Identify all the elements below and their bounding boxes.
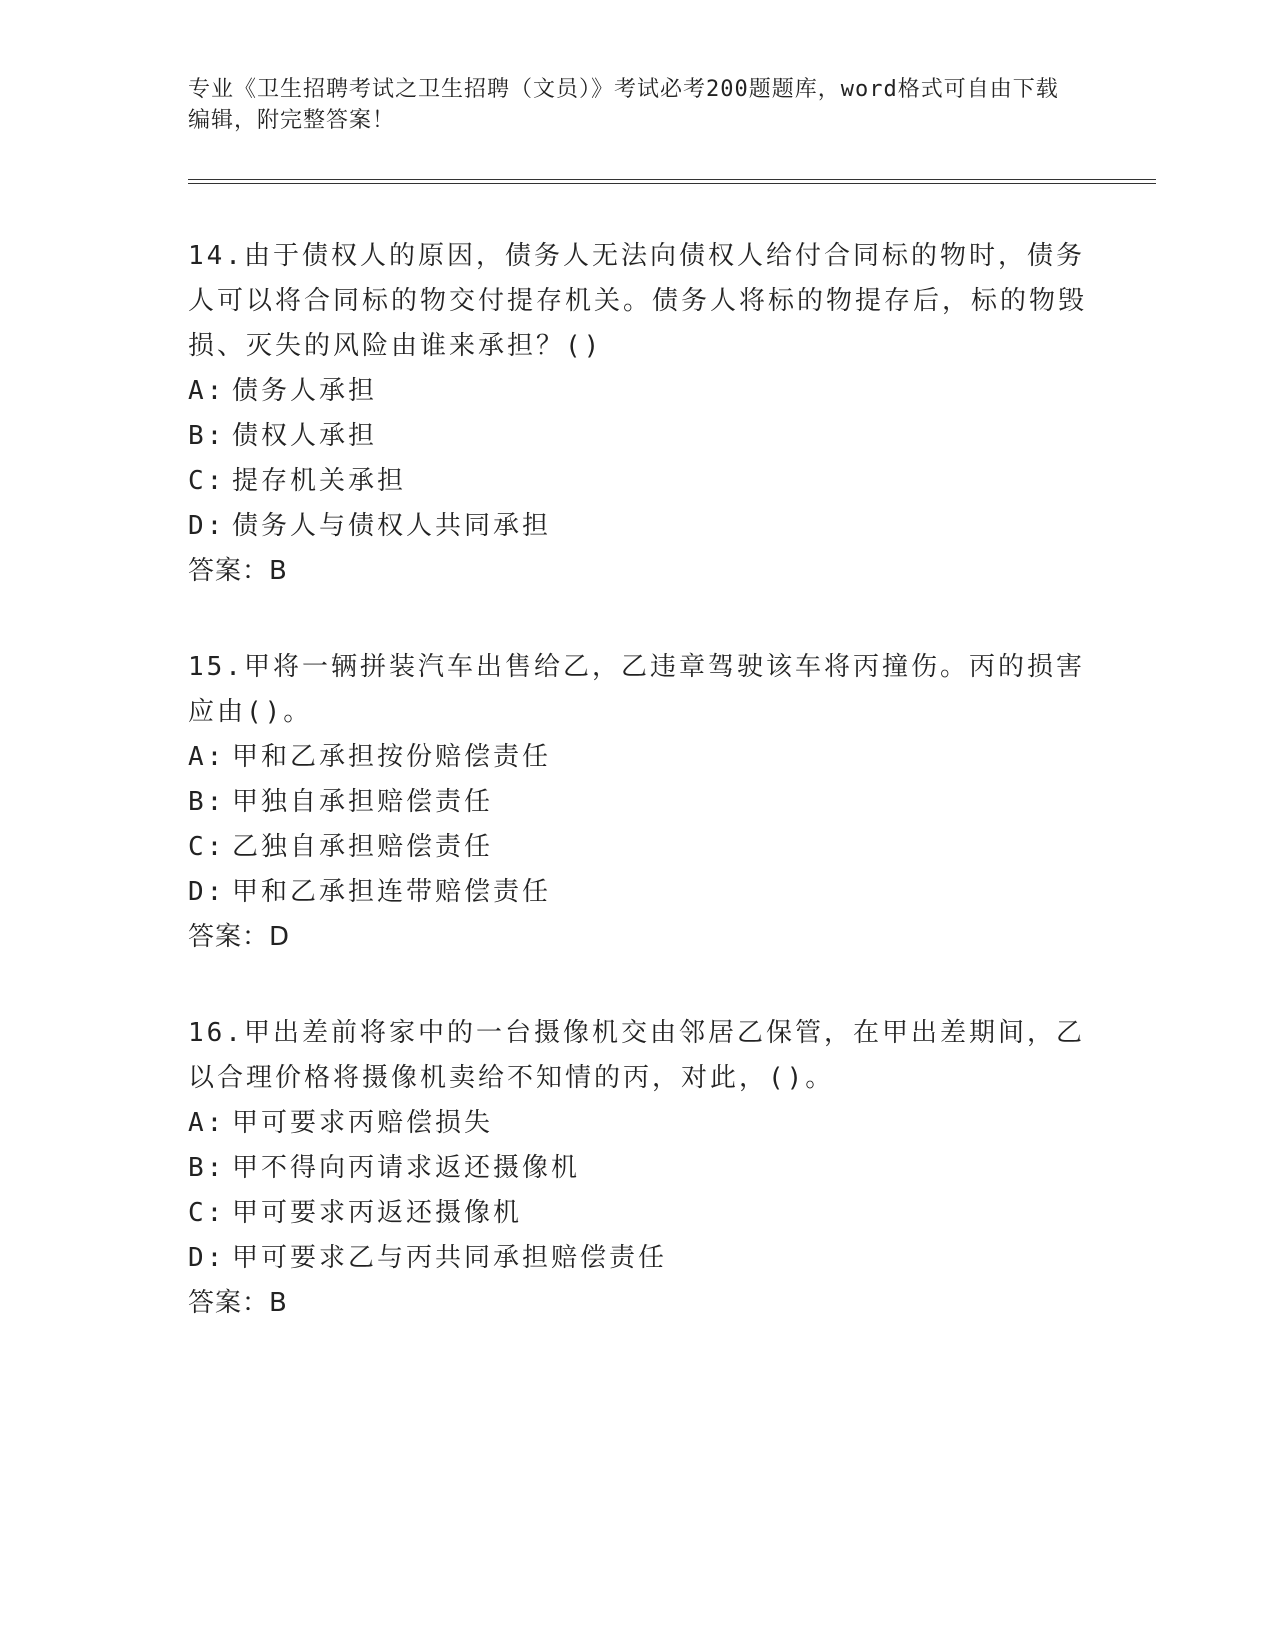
option-c	[188, 825, 1088, 870]
option-letter: B:	[188, 1153, 226, 1183]
option-letter: B:	[188, 421, 226, 451]
option-d	[188, 870, 1088, 915]
option-c	[188, 459, 1088, 504]
option-letter: C:	[188, 466, 226, 496]
answer-line: 答案：B	[188, 1288, 288, 1318]
question-stem: 15.甲将一辆拼装汽车出售给乙，乙违章驾驶该车将丙撞伤。丙的损害应由()。	[188, 652, 1085, 727]
option-letter: A:	[188, 742, 226, 772]
answer-line: 答案：B	[188, 556, 288, 586]
option-text: 甲和乙承担按份赔偿责任	[232, 742, 552, 772]
option-text: 甲可要求丙赔偿损失	[232, 1108, 494, 1138]
header-divider-top	[188, 179, 1156, 180]
option-letter: C:	[188, 832, 226, 862]
option-b	[188, 414, 1088, 459]
question-15	[188, 645, 1088, 960]
option-text: 债权人承担	[232, 421, 378, 451]
header-divider-bottom	[188, 183, 1156, 184]
question-16	[188, 1011, 1088, 1326]
option-d	[188, 504, 1088, 549]
question-stem: 14.由于债权人的原因，债务人无法向债权人给付合同标的物时，债务人可以将合同标的物交付提存机关。债务人将标的物提存后，标的物毁损、灭失的风险由谁来承担？()	[188, 241, 1088, 361]
option-letter: A:	[188, 376, 226, 406]
document-header: 专业《卫生招聘考试之卫生招聘（文员）》考试必考200题题库，word格式可自由下载编辑，附完整答案！	[188, 77, 1059, 133]
option-a	[188, 369, 1088, 414]
answer-line: 答案：D	[188, 922, 291, 952]
option-letter: C:	[188, 1198, 226, 1228]
option-a	[188, 1101, 1088, 1146]
option-text: 甲不得向丙请求返还摄像机	[232, 1153, 581, 1183]
question-14	[188, 234, 1088, 594]
option-letter: D:	[188, 1243, 226, 1273]
option-text: 提存机关承担	[232, 466, 407, 496]
question-stem: 16.甲出差前将家中的一台摄像机交由邻居乙保管，在甲出差期间，乙以合理价格将摄像机卖给不知情的丙，对此，()。	[188, 1018, 1085, 1093]
option-letter: D:	[188, 877, 226, 907]
option-b	[188, 1146, 1088, 1191]
option-c	[188, 1191, 1088, 1236]
option-text: 乙独自承担赔偿责任	[232, 832, 494, 862]
option-letter: B:	[188, 787, 226, 817]
option-d	[188, 1236, 1088, 1281]
option-b	[188, 780, 1088, 825]
option-text: 债务人与债权人共同承担	[232, 511, 552, 541]
option-text: 甲独自承担赔偿责任	[232, 787, 494, 817]
option-text: 甲可要求丙返还摄像机	[232, 1198, 523, 1228]
option-letter: A:	[188, 1108, 226, 1138]
option-letter: D:	[188, 511, 226, 541]
option-text: 债务人承担	[232, 376, 378, 406]
option-a	[188, 735, 1088, 780]
option-text: 甲可要求乙与丙共同承担赔偿责任	[232, 1243, 668, 1273]
option-text: 甲和乙承担连带赔偿责任	[232, 877, 552, 907]
